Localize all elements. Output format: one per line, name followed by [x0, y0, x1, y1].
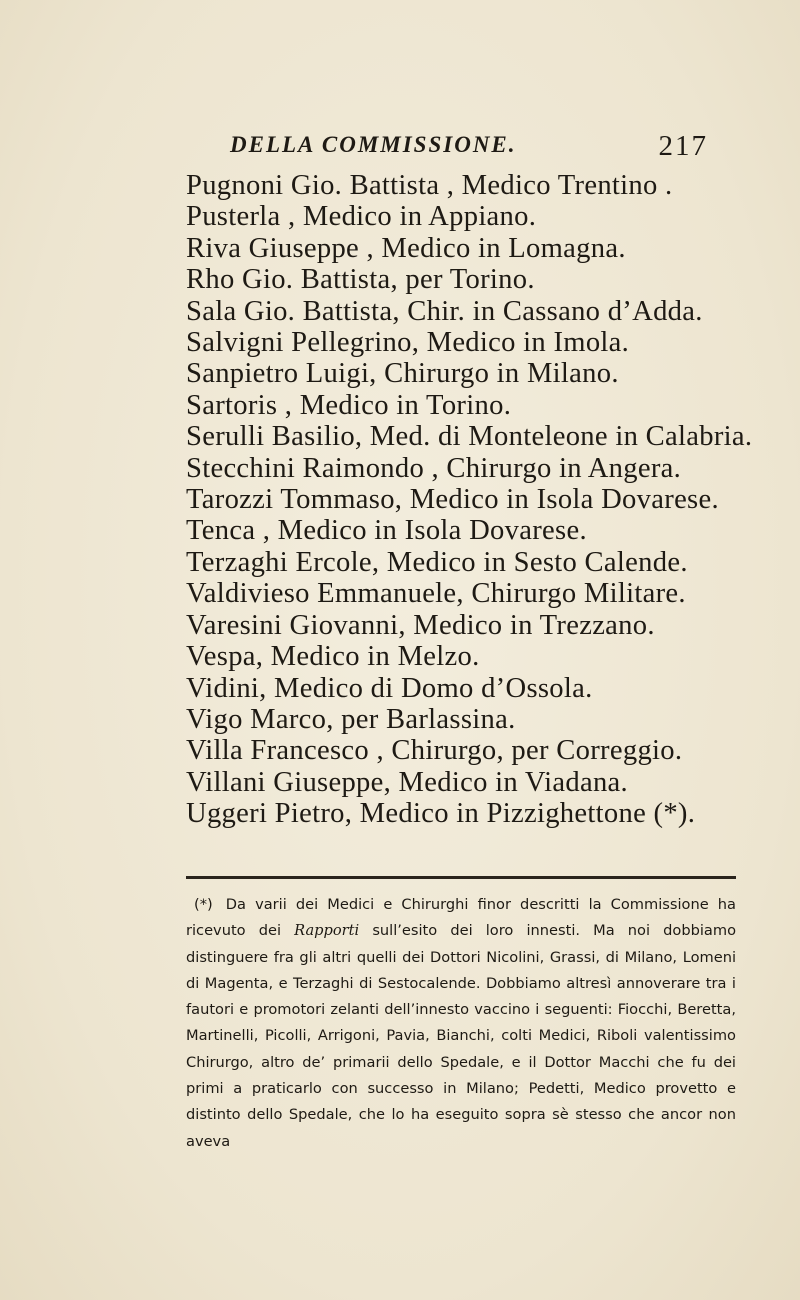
footnote-text-start: Da varii dei Medici e Chirurghi finor descritti la Commissione ha ricevuto dei — [186, 896, 737, 940]
list-item: Vigo Marco, per Barlassina. — [186, 703, 516, 735]
list-item: Valdivieso Emmanuele, Chirurgo Militare. — [186, 578, 686, 610]
list-item: Salvigni Pellegrino, Medico in Imola. — [186, 327, 630, 359]
list-item: Vespa, Medico in Melzo. — [186, 641, 480, 673]
page-header — [230, 130, 710, 170]
list-item: Vidini, Medico di Domo d’Ossola. — [186, 672, 593, 704]
footnote-divider — [186, 876, 736, 879]
list-item: Terzaghi Ercole, Medico in Sesto Calende. — [186, 546, 688, 578]
page-number: 217 — [658, 130, 708, 162]
list-item: Sartoris , Medico in Torino. — [186, 389, 512, 421]
list-item: Rho Gio. Battista, per Torino. — [186, 264, 535, 296]
list-item: Pusterla , Medico in Appiano. — [186, 201, 537, 233]
footnote-text-end: sull’esito dei loro innesti. Ma noi dobbiamo distinguere fra gli altri quelli dei Dottori Nicolini, Grassi, di Milano, Lomeni di Magenta, e Terzaghi di Sestocalende. Dobbiamo altresì annoverare tra i fautori e promotori zelanti dell’innesto vaccino i seguenti: Fiocchi, Beretta, Martinelli, Picolli, Arrigoni, Pavia, Bianchi, colti Medici, Riboli valentissimo Chirurgo, altro de’ primarii dello Spedale, e il Dottor Macchi che fu dei primi a praticarlo con successo in Milano; Pedetti, Medico provetto e distinto dello Spedale, che lo ha eseguito sopra sè stesso che ancor non aveva — [186, 922, 737, 1150]
list-item: Riva Giuseppe , Medico in Lomagna. — [186, 232, 626, 264]
footnote — [186, 892, 736, 1155]
list-item: Sala Gio. Battista, Chir. in Cassano d’Adda. — [186, 295, 703, 327]
list-item: Varesini Giovanni, Medico in Trezzano. — [186, 609, 655, 641]
list-item: Villani Giuseppe, Medico in Viadana. — [186, 766, 628, 798]
footnote-marker: (*) — [194, 896, 213, 913]
list-item: Uggeri Pietro, Medico in Pizzighettone (*). — [186, 798, 696, 830]
footnote-italic-term: Rapporti — [294, 922, 360, 940]
running-head: DELLA COMMISSIONE. — [230, 132, 517, 157]
list-item: Stecchini Raimondo , Chirurgo in Angera. — [186, 452, 682, 484]
physician-list — [186, 170, 753, 830]
list-item: Serulli Basilio, Med. di Monteleone in Calabria. — [186, 421, 753, 453]
list-item: Sanpietro Luigi, Chirurgo in Milano. — [186, 358, 619, 390]
list-item: Tenca , Medico in Isola Dovarese. — [186, 515, 587, 547]
list-item: Villa Francesco , Chirurgo, per Correggio. — [186, 735, 683, 767]
list-item: Pugnoni Gio. Battista , Medico Trentino . — [186, 170, 673, 201]
list-item: Tarozzi Tommaso, Medico in Isola Dovarese. — [186, 484, 719, 516]
